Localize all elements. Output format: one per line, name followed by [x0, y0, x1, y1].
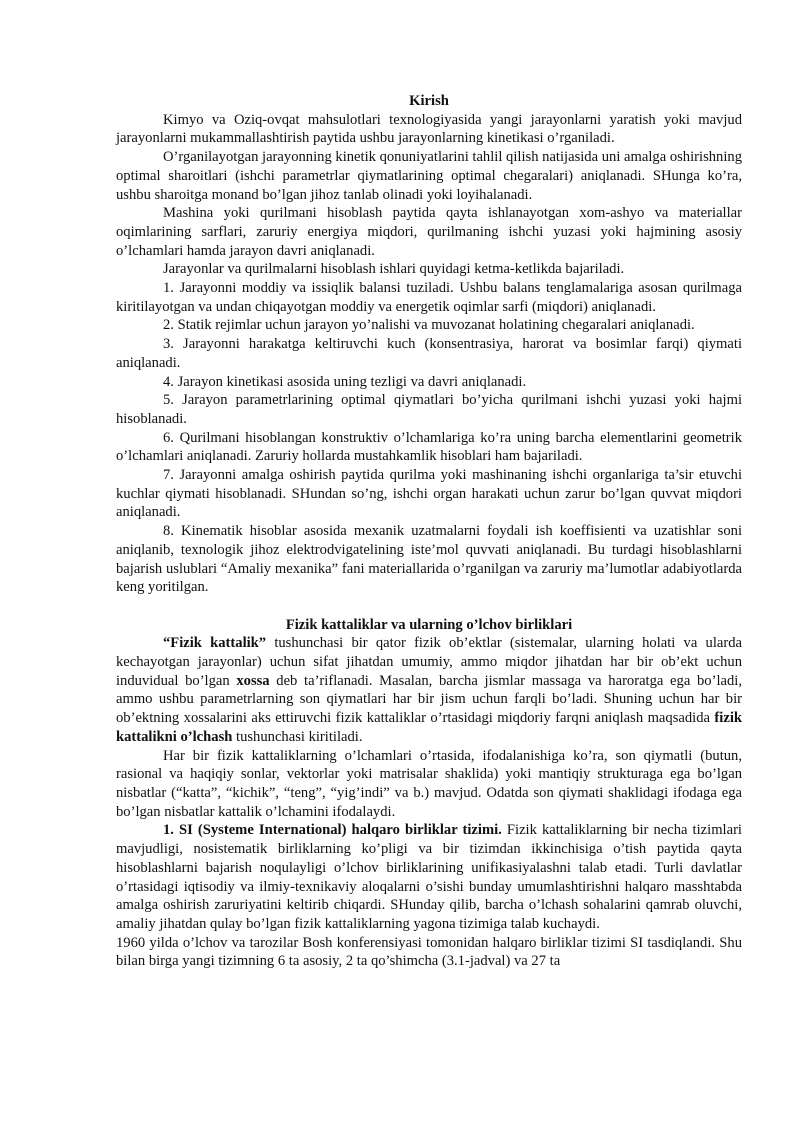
term-bold: xossa [236, 672, 270, 689]
list-item: 4. Jarayon kinetikasi asosida uning tezligi va davri aniqlanadi. [163, 373, 527, 390]
list-item: 2. Statik rejimlar uchun jarayon yo’nalishi va muvozanat holatining chegaralari aniqlanadi. [163, 317, 695, 334]
intro-title: Kirish [409, 93, 449, 109]
subsection-heading: 1. SI (Systeme International) halqaro birliklar tizimi. [163, 822, 502, 839]
list-item: 3. Jarayonni harakatga keltiruvchi kuch (konsentrasiya, harorat va bosimlar farqi) qiymati aniqlanadi. [116, 336, 742, 371]
intro-paragraph: Mashina yoki qurilmani hisoblash paytida qayta ishlanayotgan xom-ashyo va materiallar oqimlarining sarflari, zaruriy energiya miqdori, qurilmaning ishchi yuzasi yoki hajmining asosiy o’lchamlari hamda jarayon davri aniqlanadi. [116, 205, 742, 259]
paragraph-text: deb ta’riflanadi. Masalan, barcha jismlar massaga va haroratga ega bo’ladi, ammo ushbu parametrlarning son qiymatlari har bir jism uchun farqli bo’ladi. Shuning uchun har bir ob’ektning xossalarini aks ettiruvchi fizik kattaliklar o’rtasidagi miqdoriy farqni aniqlash maqsadida [116, 672, 742, 727]
paragraph-text: Fizik kattaliklarning bir necha tizimlari mavjudligi, nosistematik birliklarning ko’pligi va bir tizimdan ikkinchisiga o’tish paytida qayta hisoblashlarni bajarish noqulayligi o’lchov birliklarining unifikasiyalashni talab etadi. Turli davlatlar o’rtasidagi iqtisodiy va ilmiy-texnikaviy aloqalarni o’sishi bunday umumlashtirishni halqaro masshtabda amalga oshirish zaruriyatini keltirib chiqardi. SHunday qilib, barcha o’lchash sohalarini qamrab oluvchi, amaliy jihatdan qulay bo’lgan fizik kattaliklarning yagona tizimiga talab kuchaydi. [116, 822, 742, 932]
section-paragraph: Har bir fizik kattaliklarning o’lchamlari o’rtasida, ifodalanishiga ko’ra, son qiymatli (butun, rasional va haqiqiy sonlar, vektorlar yoki matrisalar shaklida) yoki mantiqiy strukturaga ega bo’lgan nisbatlar (“katta”, “kichik”, “teng”, “yig’indi” va b.) mavjud. Odatda son qiymati shaklidagi ifodaga ega bo’lgan nisbatlar kattalik o’lchamini ifodalaydi. [116, 747, 742, 820]
section-spacer [116, 597, 742, 616]
section-paragraph [116, 634, 742, 746]
section-paragraph [116, 821, 742, 933]
term-bold: fizik kattalikni o’lchash [116, 710, 742, 745]
term-bold: “Fizik kattalik” [163, 635, 267, 652]
paragraph-text: tushunchasi bir qator fizik ob’ektlar (sistemalar, ularning holati va ularda kechayotgan jarayonlar) uchun sifat jihatdan umumiy, ammo miqdor jihatdan har bir ob’ekt uchun induvidual bo’lgan [116, 635, 743, 689]
list-item: 6. Qurilmani hisoblangan konstruktiv o’lchamlariga ko’ra uning barcha elementlarini geometrik o’lchamlari aniqlanadi. Zaruriy hollarda mustahkamlik hisoblari ham bajariladi. [116, 429, 742, 465]
list-item: 1. Jarayonni moddiy va issiqlik balansi tuziladi. Ushbu balans tenglamalariga asosan qurilmaga kiritilayotgan va undan chiqayotgan moddiy va energetik oqimlar sarfi (miqdori) aniqlanadi. [116, 280, 742, 315]
list-item: 8. Kinematik hisoblar asosida mexanik uzatmalarni foydali ish koeffisienti va uzatishlar soni aniqlanib, texnologik jihoz elektrodvigatelining iste’mol quvvati aniqlanadi. Bu turdagi hisoblashlarni bajarish uslublari “Amaliy mexanika” fani materiallarida o’rganilgan va zaruriy ma’lumotlar adabiyotlarda keng yoritilgan. [116, 523, 742, 596]
list-item: 5. Jarayon parametrlarining optimal qiymatlari bo’yicha qurilmani ishchi yuzasi yoki hajmi hisoblanadi. [116, 392, 742, 427]
list-item: 7. Jarayonni amalga oshirish paytida qurilma yoki mashinaning ishchi organlariga ta’sir etuvchi kuchlar qiymati hisoblanadi. SHundan so’ng, ishchi organ harakati uchun zarur bo’lgan quvvat miqdori aniqlanadi. [116, 467, 742, 521]
section-title: Fizik kattaliklar va ularning o’lchov birliklari [285, 616, 573, 633]
intro-paragraph: Kimyo va Oziq-ovqat mahsulotlari texnologiyasida yangi jarayonlarni yaratish yoki mavjud jarayonlarni mukammallashtirish paytida ushbu jarayonlarning kinetikasi o’rganiladi. [116, 111, 742, 147]
intro-paragraph: Jarayonlar va qurilmalarni hisoblash ishlari quyidagi ketma-ketlikda bajariladi. [163, 261, 625, 278]
document-page [116, 92, 742, 971]
intro-paragraph: O’rganilayotgan jarayonning kinetik qonuniyatlarini tahlil qilish natijasida uni amalga oshirishning optimal sharoitlari (ishchi parametrlar qiymatlarining optimal chegaralari) aniqlanadi. SHunga ko’ra, ushbu sharoitga monand bo’lgan jihoz tanlab olinadi yoki loyihalanadi. [116, 149, 742, 203]
section-paragraph: 1960 yilda o’lchov va tarozilar Bosh konferensiyasi tomonidan halqaro birliklar tizimi SI tasdiqlandi. Shu bilan birga yangi tizimning 6 ta asosiy, 2 ta qo’shimcha (3.1-jadval) va 27 ta [116, 934, 742, 970]
paragraph-text: tushunchasi kiritiladi. [232, 728, 363, 745]
